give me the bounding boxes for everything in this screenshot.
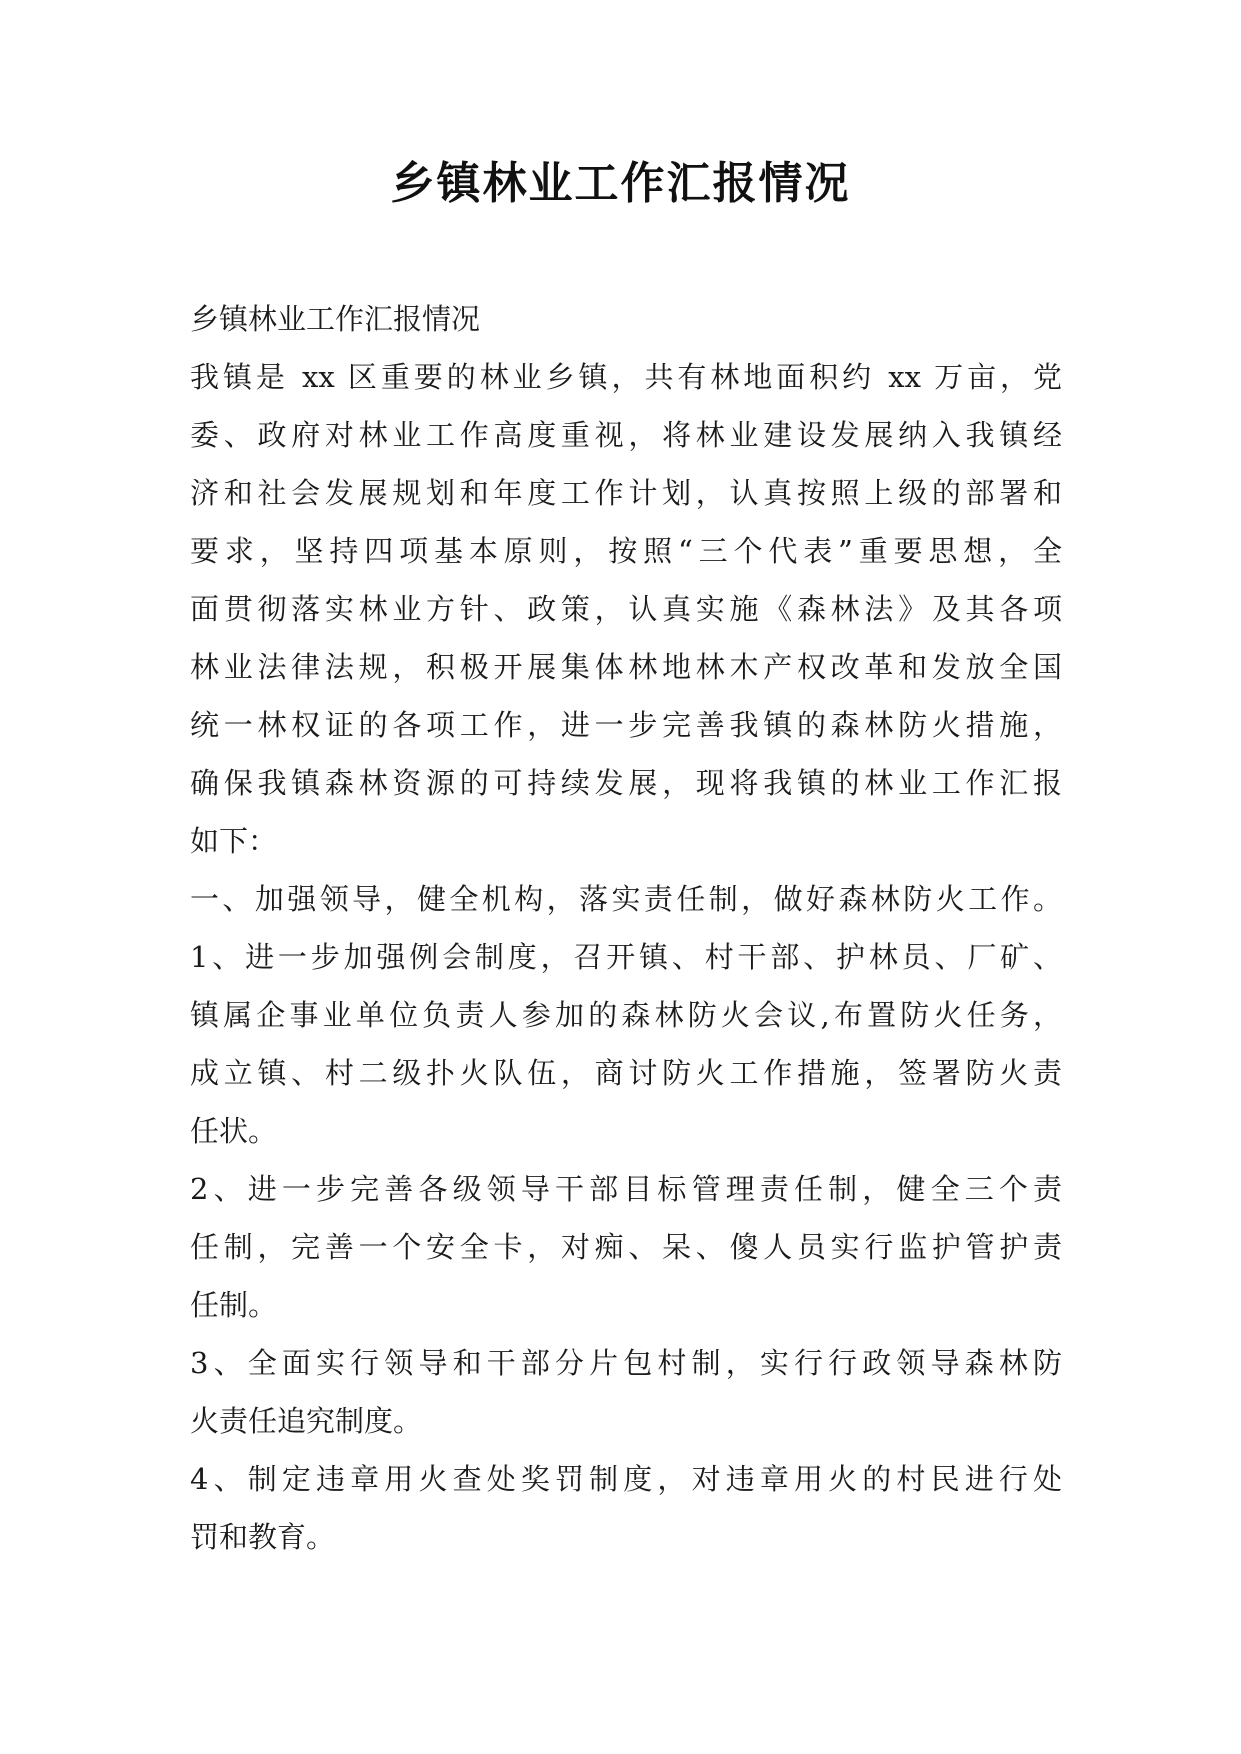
text-line: 1、进一步加强例会制度，召开镇、村干部、护林员、厂矿、 (190, 940, 1062, 974)
text-line: 我镇是 xx 区重要的林业乡镇，共有林地面积约 xx 万亩，党 (190, 360, 1062, 394)
text-line: 火责任追究制度。 (190, 1404, 423, 1438)
text-line: 镇属企事业单位负责人参加的森林防火会议,布置防火任务， (190, 998, 1062, 1032)
paragraph-heading: 乡镇林业工作汇报情况 (190, 302, 481, 336)
document-body (190, 290, 1062, 1566)
text-line: 委、政府对林业工作高度重视，将林业建设发展纳入我镇经 (190, 418, 1062, 452)
text-line: 要求，坚持四项基本原则，按照“三个代表”重要思想，全 (190, 534, 1062, 568)
section-heading: 一、加强领导，健全机构，落实责任制，做好森林防火工作。 (190, 882, 1062, 916)
text-line: 济和社会发展规划和年度工作计划，认真按照上级的部署和 (190, 476, 1062, 510)
text-line: 任制。 (190, 1288, 278, 1322)
text-line: 面贯彻落实林业方针、政策，认真实施《森林法》及其各项 (190, 592, 1062, 626)
text-line: 统一林权证的各项工作，进一步完善我镇的森林防火措施， (190, 708, 1062, 742)
text-line: 任状。 (190, 1114, 278, 1148)
text-line: 任制，完善一个安全卡，对痴、呆、傻人员实行监护管护责 (190, 1230, 1062, 1264)
text-line: 确保我镇森林资源的可持续发展，现将我镇的林业工作汇报 (190, 766, 1062, 800)
text-line: 如下： (190, 824, 278, 858)
text-line: 林业法律法规，积极开展集体林地林木产权改革和发放全国 (190, 650, 1062, 684)
text-line: 2、进一步完善各级领导干部目标管理责任制，健全三个责 (190, 1172, 1062, 1206)
document-title: 乡镇林业工作汇报情况 (390, 158, 851, 209)
text-line: 成立镇、村二级扑火队伍，商讨防火工作措施，签署防火责 (190, 1056, 1062, 1090)
text-line: 罚和教育。 (190, 1520, 336, 1554)
text-line: 4、制定违章用火查处奖罚制度，对违章用火的村民进行处 (190, 1462, 1062, 1496)
text-line: 3、全面实行领导和干部分片包村制，实行行政领导森林防 (190, 1346, 1062, 1380)
